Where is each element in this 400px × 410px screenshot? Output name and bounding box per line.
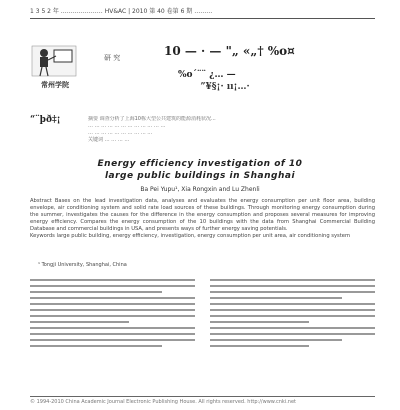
- body-text-line: [210, 303, 375, 305]
- chinese-abstract-line: … … … … … … … … … … … …: [88, 123, 166, 129]
- chinese-abstract-line: … … … … … … … … … …: [88, 130, 153, 136]
- chinese-title: 10 — · — "„ «„† %o¤: [164, 44, 295, 58]
- chinese-keywords: 关键词 … … … …: [88, 137, 130, 143]
- english-keywords: Keywords large public building, energy efficiency, investigation, energy consumption per unit area, air conditioning system: [30, 233, 351, 239]
- body-text-line: [210, 285, 375, 287]
- chinese-author-line: ”¥§¡· ıı¡…·: [200, 82, 250, 92]
- body-text-line: [30, 297, 195, 299]
- body-text-line: [30, 315, 195, 317]
- footer-rule: [30, 396, 375, 397]
- body-text-line: [30, 309, 195, 311]
- body-text-line: [210, 297, 342, 299]
- body-text-line: [30, 333, 195, 335]
- copyright-footer: © 1994-2010 China Academic Journal Electronic Publishing House. All rights reserved. http://www.cnki.net: [30, 399, 296, 405]
- body-text-line: [210, 315, 375, 317]
- body-text-line: [30, 303, 195, 305]
- body-text-line: [30, 321, 129, 323]
- body-text-line: [210, 333, 375, 335]
- english-title: Energy efficiency investigation of 10 large public buildings in Shanghai: [97, 159, 303, 181]
- body-text-line: [30, 345, 162, 347]
- column-label: 研 究: [104, 54, 121, 62]
- logo-caption: 常州学院: [41, 81, 69, 89]
- chinese-subtitle: %o´¨¨ ¿… —: [178, 70, 236, 80]
- running-head: 1 3 5 2 年 ………………… HV&AC | 2010 第 40 卷第 6 期 ………: [30, 8, 213, 15]
- body-text-line: [210, 309, 375, 311]
- english-authors: Ba Pei Yupu¹, Xia Rongxin and Lu Zhenli: [140, 186, 260, 193]
- body-text-line: [30, 285, 195, 287]
- english-affiliation: ¹ Tongji University, Shanghai, China: [38, 262, 127, 268]
- body-text-line: [210, 327, 375, 329]
- body-text-line: [30, 327, 195, 329]
- body-text-line: [210, 291, 375, 293]
- chinese-abstract: [88, 116, 375, 152]
- body-text-line: [30, 339, 195, 341]
- body-text-line: [30, 291, 162, 293]
- body-column-right: [210, 276, 375, 394]
- body-column-left: [30, 276, 195, 394]
- body-text-line: [30, 279, 195, 281]
- body-text-line: [210, 345, 309, 347]
- abstract-label: “¨þð‡¡: [30, 115, 61, 125]
- chinese-abstract-line: 摘要 调查分析了上海10栋大型公共建筑的能源消耗状况...: [88, 116, 216, 122]
- body-text-line: [210, 339, 342, 341]
- body-text-line: [210, 321, 309, 323]
- english-abstract: [30, 198, 375, 240]
- header-rule: [30, 18, 375, 19]
- body-text-line: [210, 279, 375, 281]
- english-abstract-text: Abstract Bases on the lead investigation data, analyses and evaluates the energy consumption per unit floor area, building envelope, air conditioning system and solid rate load sources of these buildings. Through monitoring energy consumption during the summer, investigates the causes for the difference in the energy consumption and proposes several measures for improving energy efficiency. Compares the energy consumption of the 10 buildings with the data from Shanghai Commercial Building Database and commercial buildings in USA, and presents ways of further energy saving potentials.: [30, 198, 375, 232]
- journal-logo-icon: [30, 44, 78, 80]
